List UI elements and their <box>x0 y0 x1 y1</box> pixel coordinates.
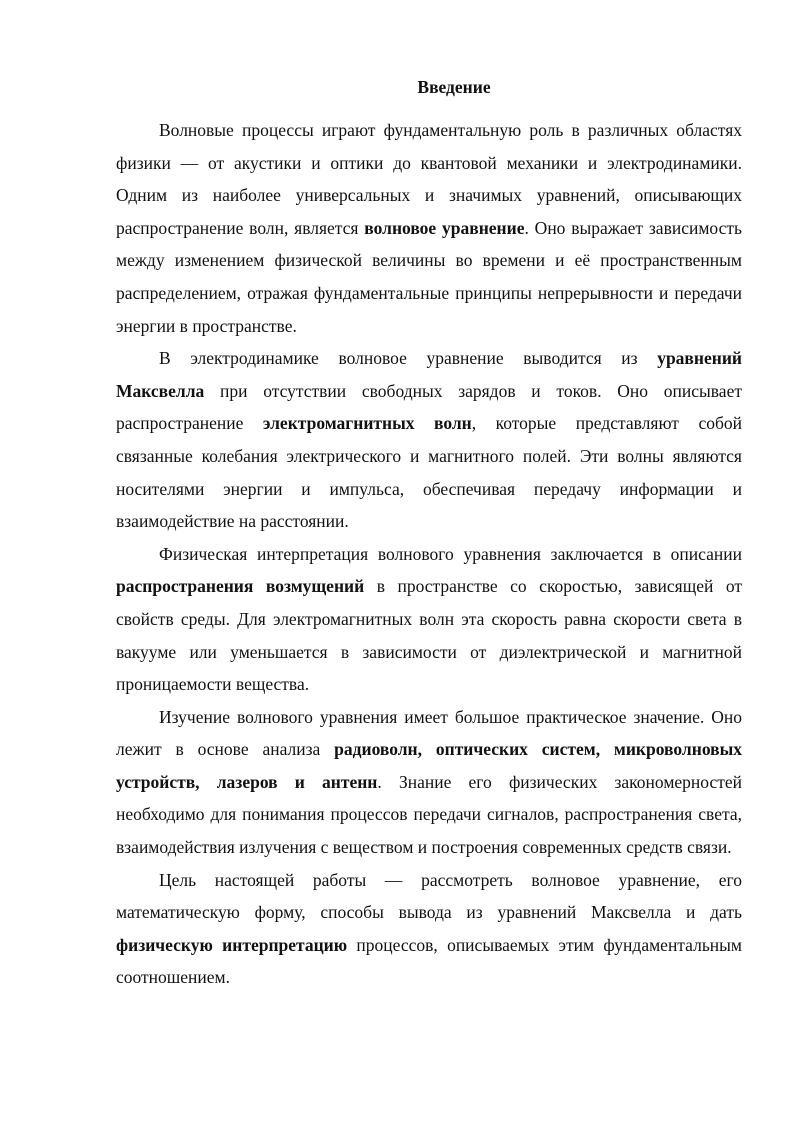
paragraph-text: . Знание его физических закономерностей необходимо для понимания процессов передачи сигналов, распространения света, взаимодействия излучения с веществом и построения современных средств связи. <box>116 771 743 858</box>
paragraph-text: . Оно выражает зависимость между изменением физической величины во времени и её пространственным распределением, отражая фундаментальные принципы непрерывности и передачи энергии в пространстве. <box>116 217 742 336</box>
bold-term: физическую интерпретацию <box>116 934 348 955</box>
paragraph-text: при отсутствии свободных зарядов и токов. Оно описывает распространение <box>116 380 742 434</box>
document-page <box>116 72 742 994</box>
paragraph <box>116 701 742 864</box>
bold-term: уравнений Максвелла <box>116 348 742 401</box>
bold-term: распространения возмущений <box>116 576 365 597</box>
paragraph-text: Изучение волнового уравнения имеет большое практическое значение. Оно лежит в основе анализа <box>116 706 742 760</box>
paragraph-text: Физическая интерпретация волнового уравнения заключается в описании <box>159 543 742 564</box>
document-body <box>116 114 742 994</box>
paragraph <box>116 342 742 538</box>
paragraph-text: , которые представляют собой связанные колебания электрического и магнитного полей. Эти волны являются носителями энергии и импульса, обеспечивая передачу информации и взаимодействие на расстоянии. <box>116 413 742 532</box>
paragraph-text: в пространстве со скоростью, зависящей от свойств среды. Для электромагнитных волн эта скорость равна скорости света в вакууме или уменьшается в зависимости от диэлектрической и магнитной проницаемости вещества. <box>116 576 743 695</box>
paragraph-text: Волновые процессы играют фундаментальную роль в различных областях физики — от акустики и оптики до квантовой механики и электродинамики. Одним из наиболее универсальных и значимых уравнений, описывающих распространение волн, является <box>116 120 742 238</box>
bold-term: волновое уравнение <box>364 217 525 238</box>
paragraph-text: В электродинамике волновое уравнение выводится из <box>159 348 658 369</box>
bold-term: радиоволн, оптических систем, микроволновых устройств, лазеров и антенн <box>116 739 742 792</box>
paragraph-text: процессов, описываемых этим фундаментальным соотношением. <box>116 934 742 988</box>
paragraph-text: Цель настоящей работы — рассмотреть волновое уравнение, его математическую форму, способы вывода из уравнений Максвелла и дать <box>116 869 742 923</box>
bold-term: электромагнитных волн <box>262 413 472 434</box>
page-title: Введение <box>417 77 491 97</box>
paragraph <box>116 114 742 342</box>
paragraph <box>116 538 742 701</box>
paragraph <box>116 864 742 994</box>
